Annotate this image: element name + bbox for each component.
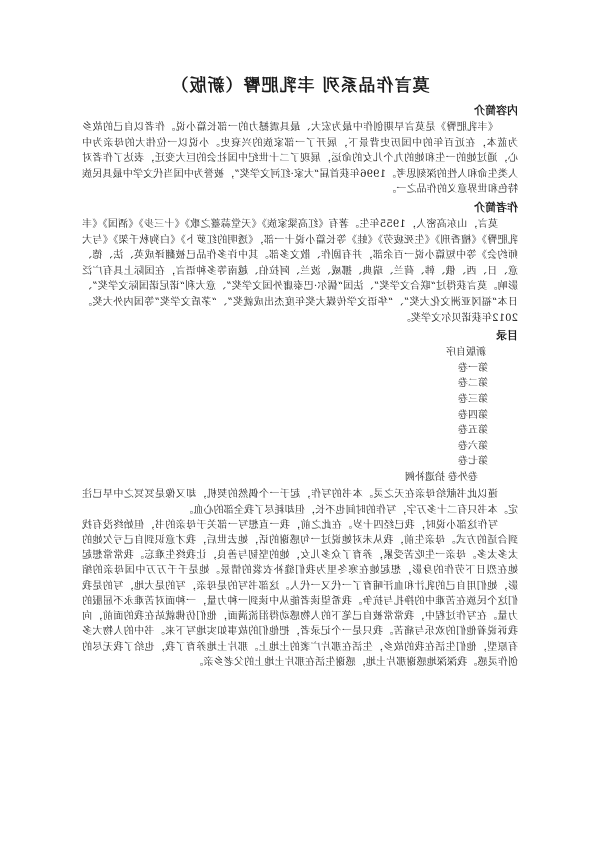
page-title: 莫言作品系列 丰乳肥臀（新版）: [170, 76, 430, 96]
toc-item[interactable]: 第三卷: [458, 393, 488, 405]
toc-appendix[interactable]: 卷外卷 拾遗补阙: [404, 471, 478, 483]
intro-section: [82, 104, 518, 198]
body-paragraph: 谨以此书献给母亲在天之灵。本书的写作，起于一个偶然的契机，却又像是冥冥之中早已注定。本书只有二十多万字，写作的时间也不长，但却耗尽了我全部的心血。: [82, 489, 518, 516]
toc-item[interactable]: 第二卷: [458, 378, 488, 390]
document-content: [82, 74, 518, 670]
author-heading: 作者简介: [474, 200, 518, 214]
toc-item[interactable]: 第六卷: [458, 440, 488, 452]
intro-text: 《丰乳肥臀》是莫言早期创作中最为宏大、最具震撼力的一部长篇小说。作者以自己的故乡为蓝本，在近百年的中国历史背景下，展开了一部家族的兴衰史。小说以一位伟大的母亲为中心，通过她的一生和她的九个儿女的命运，展现了二十世纪中国社会的巨大变迁，表达了作者对人类生命和人性的深刻思考。1996年获首届“大家·红河文学奖”，被誉为中国当代文学中最具民族特色和世界意义的作品之一。: [82, 122, 518, 196]
toc-item[interactable]: 第一卷: [458, 362, 488, 374]
table-of-contents: [82, 345, 488, 485]
toc-item[interactable]: 第七卷: [458, 456, 488, 468]
contents-heading: 目录: [496, 329, 518, 343]
toc-item[interactable]: 第四卷: [458, 409, 488, 421]
author-section: [82, 201, 518, 326]
toc-item[interactable]: 新版自序: [446, 347, 486, 359]
body-paragraph: 写作这部小说时，我已经四十岁。在此之前，我一直想写一部关于母亲的书，但始终没有找到合适的方式。母亲生前，我从未对她说过一句感谢的话，她去世后，我才意识到自己亏欠她的太多太多。母亲一生吃苦受累，养育了众多儿女，她的坚韧与善良，让我终生难忘。我常常想起她在烈日下劳作的身影，想起她在寒冬里为我们缝补衣裳的情景。她是千千万万中国母亲的缩影，她们用自己的乳汁和血汗哺育了一代又一代人。这部书写的是母亲，写的是大地，写的是我们这个民族在苦难中的挣扎与抗争。我希望读者能从中读到一种力量，一种面对苦难永不屈服的力量。在写作过程中，我常常被自己笔下的人物感动得泪流满面，他们仿佛就站在我的面前，向我诉说着他们的欢乐与痛苦。我只是一个记录者，把他们的故事如实地写下来。书中的人物大多有原型，他们生活在我的故乡，生活在那片广袤的土地上。那片土地养育了我，也给了我无尽的创作灵感。我深深地感谢那片土地，感谢生活在那片土地上的父老乡亲。: [82, 519, 518, 668]
contents-section: [82, 329, 518, 485]
author-text: 莫言，山东高密人，1955年生。著有《红高粱家族》《天堂蒜薹之歌》《十三步》《酒国》《丰乳肥臀》《檀香刑》《生死疲劳》《蛙》等长篇小说十一部，《透明的红萝卜》《白狗秋千架》《与大师约会》等中短篇小说一百余部，并有剧作、散文多部。其中许多作品已被翻译成英、法、德、意、日、西、俄、韩、荷兰、瑞典、挪威、波兰、阿拉伯、越南等多种语言，在国际上具有广泛影响。莫言获得过“联合文学奖”、法国“儒尔·巴泰庸外国文学奖”、意大利“诺尼诺国际文学奖”、日本“福冈亚洲文化大奖”、“华语文学传媒大奖年度杰出成就奖”、“茅盾文学奖”等国内外大奖。2012年获诺贝尔文学奖。: [82, 218, 518, 324]
intro-heading: 内容简介: [474, 104, 518, 117]
toc-item[interactable]: 第五卷: [458, 425, 488, 437]
body-text: [82, 487, 518, 669]
